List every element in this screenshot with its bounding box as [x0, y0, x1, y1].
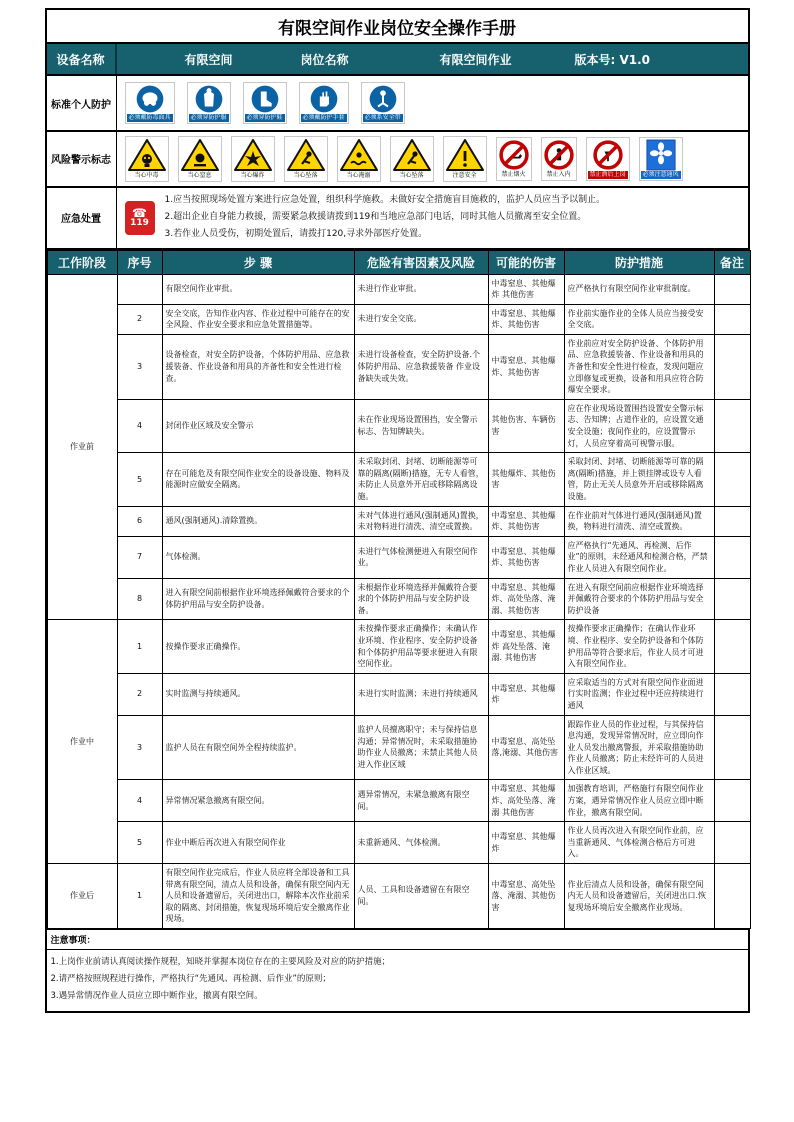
measure-cell: 作业前应对安全防护设备、个体防护用品、应急救援装备、作业设备和用具的齐备性和安全性进行检查，发现问题应立即修复或更换，设备和用具应符合防爆安全要求。: [564, 334, 714, 399]
sign-caption: 当心爆炸: [240, 172, 265, 179]
no-fire-icon: [496, 137, 532, 181]
table-row: [47, 780, 750, 822]
hazard-cell: 未进行安全交底。: [354, 304, 488, 334]
remark-cell: [714, 274, 750, 304]
table-row: [47, 274, 750, 304]
sign-caption: 禁止烟火: [501, 171, 526, 178]
injury-cell: 中毒窒息、其他爆炸: [488, 822, 564, 864]
hazard-cell: 未重新通风、气体检测。: [354, 822, 488, 864]
no-entry-icon: [541, 137, 577, 181]
operation-table: [47, 250, 751, 930]
header-remark: 备注: [714, 250, 750, 274]
phase-cell: 作业后: [47, 864, 117, 929]
hazard-cell: 遇异常情况，未紧急撤离有限空间。: [354, 780, 488, 822]
step-cell: 有限空间作业审批。: [162, 274, 354, 304]
remark-cell: [714, 864, 750, 929]
emergency-row: [47, 188, 748, 250]
no-alcohol-on-duty-icon: [586, 137, 630, 181]
header-hazard: 危险有害因素及风险: [354, 250, 488, 274]
step-cell: 作业中断后再次进入有限空间作业: [162, 822, 354, 864]
sign-caption: 必须穿防护服: [190, 114, 227, 122]
ventilation-mandatory-icon: [639, 137, 683, 181]
phone-glyph: ☎: [132, 206, 147, 220]
toxic-warning-icon: [125, 136, 169, 182]
step-cell: 异常情况紧急撤离有限空间。: [162, 780, 354, 822]
warning-signs-strip: [117, 132, 748, 186]
notes-label: 注意事项：: [47, 930, 748, 950]
measure-cell: 作业前实施作业的全体人员应当接受安全交底。: [564, 304, 714, 334]
fire-phone-119-icon: [125, 201, 155, 235]
measure-cell: 应严格执行有限空间作业审批制度。: [564, 274, 714, 304]
measure-cell: 在进入有限空间前应根据作业环境选择并佩戴符合要求的个体防护用品与安全防护设备: [564, 578, 714, 620]
step-cell: 安全交底，告知作业内容、作业过程中可能存在的安全风险、作业安全要求和应急处置措施等。: [162, 304, 354, 334]
suffocation-warning-icon: [178, 136, 222, 182]
hazard-cell: 未进行气体检测便进入有限空间作业。: [354, 536, 488, 578]
hazard-cell: 未按操作要求正确操作；未确认作业环境、作业程序、安全防护设备和个体防护用品等要求便进入有限空间作业。: [354, 620, 488, 673]
number-cell: 4: [117, 399, 162, 452]
sign-caption: 必须注意通风: [642, 171, 679, 178]
number-cell: 1: [117, 620, 162, 673]
note-line: 2.请严格按照规程进行操作，严格执行“先通风、再检测、后作业”的原则；: [50, 974, 331, 984]
measure-cell: 作业人员再次进入有限空间作业前，应当重新通风、气体检测合格后方可进入。: [564, 822, 714, 864]
sign-caption: 禁止酒后上岗: [589, 171, 626, 178]
hazard-cell: 未采取封闭、封堵、切断能源等可靠的隔离(隔断)措施，无专人看管，未防止人员意外开启或移除隔离设施。: [354, 453, 488, 506]
operation-table-body: [47, 274, 750, 929]
sign-caption: 当心坠落: [293, 172, 318, 179]
header-injury: 可能的伤害: [488, 250, 564, 274]
number-cell: 2: [117, 304, 162, 334]
phone-number: 119: [130, 218, 149, 228]
note-line: 3.遇异常情况作业人员应立即中断作业，撤离有限空间。: [50, 991, 263, 1001]
ppe-signs-strip: [117, 76, 748, 130]
safety-harness-mandatory-icon: [361, 82, 405, 124]
gas-mask-mandatory-icon: [125, 82, 175, 124]
protective-clothing-mandatory-icon: [187, 82, 231, 124]
step-cell: 气体检测。: [162, 536, 354, 578]
emergency-line: 1.应当按照现场处置方案进行应急处置，组织科学施救。未做好安全措施盲目施救的，监护人员应当予以制止。: [164, 194, 606, 205]
number-cell: 2: [117, 673, 162, 715]
measure-cell: 应严格执行“先通风、再检测、后作业”的原则，未经通风和检测合格，严禁作业人员进入有限空间作业。: [564, 536, 714, 578]
sign-caption: 必须系安全带: [364, 114, 401, 122]
table-row: [47, 864, 750, 929]
emergency-row-label: 应急处置: [47, 188, 117, 248]
ppe-row-label: 标准个人防护: [47, 76, 117, 130]
table-row: [47, 536, 750, 578]
step-cell: 实时监测与持续通风。: [162, 673, 354, 715]
remark-cell: [714, 304, 750, 334]
header-step: 步 骤: [162, 250, 354, 274]
sign-caption: 禁止入内: [546, 171, 571, 178]
sign-caption: 必须戴防毒面具: [128, 114, 171, 122]
injury-cell: 中毒窒息、其他爆炸: [488, 673, 564, 715]
remark-cell: [714, 578, 750, 620]
table-row: [47, 715, 750, 780]
number-cell: 7: [117, 536, 162, 578]
hazard-cell: 未进行作业审批。: [354, 274, 488, 304]
notes-lines: [47, 950, 748, 1011]
sign-caption: 必须穿防护鞋: [246, 114, 283, 122]
remark-cell: [714, 334, 750, 399]
falling-warning-icon: [284, 136, 328, 182]
number-cell: 3: [117, 334, 162, 399]
emergency-content: [117, 188, 748, 248]
hazard-cell: 未根据作业环境选择并佩戴符合要求的个体防护用品与安全防护设备。: [354, 578, 488, 620]
remark-cell: [714, 620, 750, 673]
measure-cell: 按操作要求正确操作；在确认作业环境、作业程序、安全防护设备和个体防护用品等符合要求后，作业人员才可进入有限空间作业。: [564, 620, 714, 673]
remark-cell: [714, 399, 750, 452]
device-name-label: 设备名称: [47, 44, 117, 74]
sign-caption: 当心淹溺: [346, 172, 371, 179]
warning-row-label: 风险警示标志: [47, 132, 117, 186]
injury-cell: 其他伤害、车辆伤害: [488, 399, 564, 452]
table-header-row: [47, 250, 750, 274]
remark-cell: [714, 453, 750, 506]
measure-cell: 采取封闭、封堵、切断能源等可靠的隔离(隔断)措施，并上锁挂牌或设专人看管，防止无关人员意外开启或移除隔离设施。: [564, 453, 714, 506]
sign-caption: 当心坠落: [399, 172, 424, 179]
hazard-cell: 未对气体进行通风(强制通风)置换，未对物料进行清洗、清空或置换。: [354, 506, 488, 536]
general-safety-warning-icon: [443, 136, 487, 182]
table-row: [47, 620, 750, 673]
drowning-warning-icon: [337, 136, 381, 182]
table-row: [47, 578, 750, 620]
table-row: [47, 334, 750, 399]
measure-cell: 加强教育培训，严格施行有限空间作业方案，遇异常情况作业人员应立即中断作业，撤离有限空间。: [564, 780, 714, 822]
table-row: [47, 506, 750, 536]
injury-cell: 中毒窒息、其他爆炸、其他伤害: [488, 334, 564, 399]
hazard-cell: 人员、工具和设备遗留在有限空间。: [354, 864, 488, 929]
version-number: 版本号: V1.0: [574, 52, 651, 67]
explosion-warning-icon: [231, 136, 275, 182]
injury-cell: 中毒窒息、其他爆炸 高处坠落、淹溺. 其他伤害: [488, 620, 564, 673]
device-name-value: 有限空间: [184, 52, 233, 67]
sign-caption: 注意安全: [452, 172, 477, 179]
number-cell: 6: [117, 506, 162, 536]
position-name-value: 有限空间作业: [439, 52, 512, 67]
sign-caption: 当心中毒: [134, 172, 159, 179]
sign-caption: 当心窒息: [187, 172, 212, 179]
step-cell: 监护人员在有限空间外全程持续监护。: [162, 715, 354, 780]
sign-caption: 必须戴防护手套: [302, 114, 345, 122]
remark-cell: [714, 822, 750, 864]
header-number: 序号: [117, 250, 162, 274]
measure-cell: 作业后清点人员和设备，确保有限空间内无人员和设备遗留后，关闭进出口.恢复现场环境后安全撤离作业现场。: [564, 864, 714, 929]
step-cell: 存在可能危及有限空间作业安全的设备设施、物料及能源时应做安全隔离。: [162, 453, 354, 506]
step-cell: 按操作要求正确操作。: [162, 620, 354, 673]
phase-cell: 作业中: [47, 620, 117, 864]
measure-cell: 跟踪作业人员的作业过程，与其保持信息沟通，发现异常情况时，应立即向作业人员发出撤离警报，并采取措施协助作业人员撤离；防止未经许可的人员进入作业区域。: [564, 715, 714, 780]
table-row: [47, 399, 750, 452]
injury-cell: 中毒窒息、其他爆炸、高处坠落、淹溺 其他伤害: [488, 780, 564, 822]
ppe-row: [47, 76, 748, 132]
injury-cell: 中毒窒息、高处坠落、淹溺、其他伤害: [488, 864, 564, 929]
header-measure: 防护措施: [564, 250, 714, 274]
number-cell: 3: [117, 715, 162, 780]
table-row: [47, 304, 750, 334]
phase-cell: 作业前: [47, 274, 117, 620]
notes-section: [47, 929, 748, 1011]
page-title: 有限空间作业岗位安全操作手册: [47, 10, 748, 44]
number-cell: 5: [117, 822, 162, 864]
number-cell: 8: [117, 578, 162, 620]
table-row: [47, 822, 750, 864]
measure-cell: 应在作业现场设置围挡设置安全警示标志、告知牌；占道作业的，应设置交通安全设施；夜间作业的，应设置警示灯，人员应穿着高可视警示服。: [564, 399, 714, 452]
injury-cell: 中毒窒息、高处坠落,淹溺、其他伤害: [488, 715, 564, 780]
remark-cell: [714, 536, 750, 578]
step-cell: 进入有限空间前根据作业环境选择佩戴符合要求的个体防护用品与安全防护设备。: [162, 578, 354, 620]
protective-gloves-mandatory-icon: [299, 82, 349, 124]
number-cell: 5: [117, 453, 162, 506]
step-cell: 通风(强制通风).清除置换。: [162, 506, 354, 536]
hazard-cell: 未进行实时监测；未进行持续通风: [354, 673, 488, 715]
injury-cell: 中毒窒息、其他爆炸、其他伤害: [488, 506, 564, 536]
step-cell: 封闭作业区域及安全警示: [162, 399, 354, 452]
safety-boots-mandatory-icon: [243, 82, 287, 124]
injury-cell: 中毒窒息、其他爆炸、其他伤害: [488, 304, 564, 334]
injury-cell: 中毒窒息、其他爆炸、高处坠落、淹溺、其他伤害: [488, 578, 564, 620]
hazard-cell: 监护人员擅离职守；未与保持信息沟通；异常情况时，未采取措施协助作业人员撤离；未禁止其他人员进入作业区域: [354, 715, 488, 780]
measure-cell: 应采取适当的方式对有限空间作业面进行实时监测；作业过程中还应持续进行通风: [564, 673, 714, 715]
emergency-line: 2.超出企业自身能力救援，需要紧急救援请拨到119和当地应急部门电话，同时其他人员撤离至安全位置。: [164, 211, 587, 222]
safety-manual-document: [45, 8, 750, 1013]
number-cell: [117, 274, 162, 304]
remark-cell: [714, 780, 750, 822]
table-row: [47, 673, 750, 715]
warning-signs-row: [47, 132, 748, 188]
table-row: [47, 453, 750, 506]
injury-cell: 中毒窒息、其他爆炸、其他伤害: [488, 536, 564, 578]
measure-cell: 在作业前对气体进行通风(强制通风)置换，物料进行清洗、清空或置换。: [564, 506, 714, 536]
remark-cell: [714, 673, 750, 715]
injury-cell: 其他爆炸、其他伤害: [488, 453, 564, 506]
remark-cell: [714, 715, 750, 780]
emergency-instructions: [165, 192, 740, 243]
injury-cell: 中毒窒息、其他爆炸 其他伤害: [488, 274, 564, 304]
hazard-cell: 未进行设备检查，安全防护设备.个体防护用品、应急救援装备 作业设备缺失或失效。: [354, 334, 488, 399]
note-line: 1.上岗作业前请认真阅读操作规程，知晓并掌握本岗位存在的主要风险及对应的防护措施；: [50, 957, 391, 967]
step-cell: 设备检查，对安全防护设备，个体防护用品、应急救援装备、作业设备和用具的齐备性和安全性进行检查。: [162, 334, 354, 399]
info-bar: [47, 44, 748, 76]
emergency-line: 3.若作业人员受伤，初期处置后，请拨打120,寻求外部医疗处置。: [164, 229, 428, 240]
header-work-phase: 工作阶段: [47, 250, 117, 274]
hazard-cell: 未在作业现场设置围挡，安全警示标志、告知牌缺失。: [354, 399, 488, 452]
falling-warning-icon-2: [390, 136, 434, 182]
remark-cell: [714, 506, 750, 536]
number-cell: 1: [117, 864, 162, 929]
number-cell: 4: [117, 780, 162, 822]
step-cell: 有限空间作业完成后，作业人员应将全部设备和工具带离有限空间，清点人员和设备，确保有限空间内无人员和设备遗留后，关闭进出口，解除本次作业前采取的隔离、封闭措施，恢复现场环境后安全撤离作业现场。: [162, 864, 354, 929]
position-name-label: 岗位名称: [300, 52, 349, 67]
